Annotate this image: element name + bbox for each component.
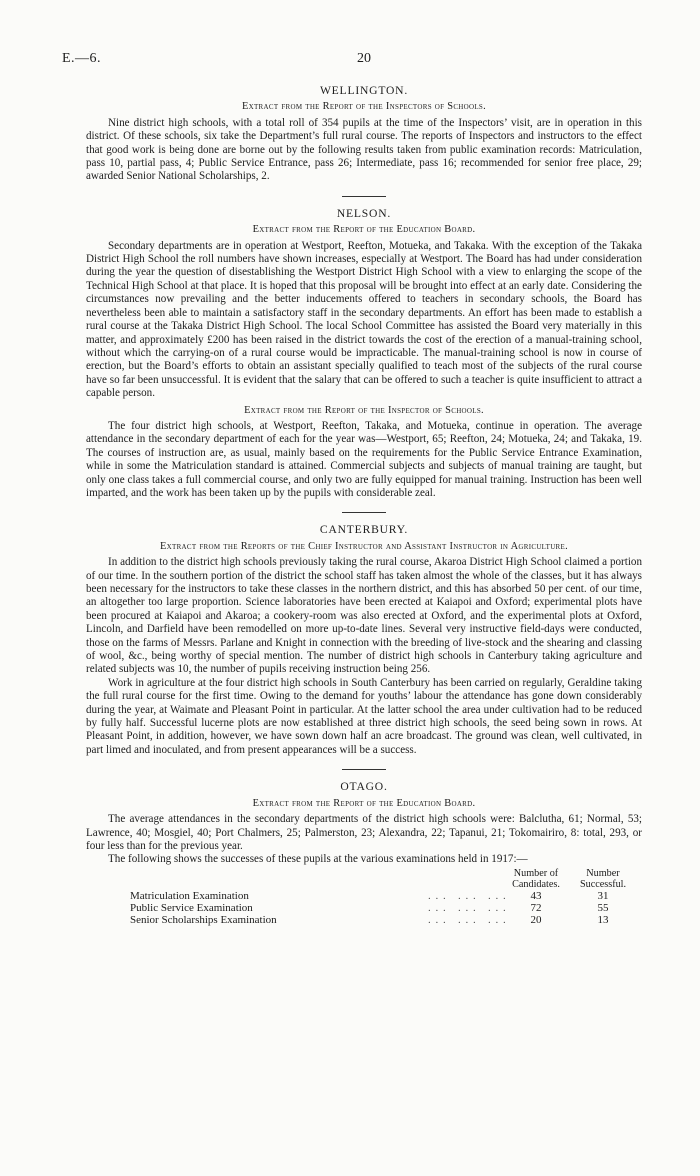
section-title: WELLINGTON. — [319, 84, 409, 97]
paragraph: The average attendances in the secondary departments of the district high schools were: Balclutha, 61; Normal, 53; Lawrence, 40; Mosgiel, 40; Port Chalmers, 25; Palmerston, 23; Alexandra, 22; Tapanui, 21; Tokomairiro, 8: total, 293, or four less than for the previous year. — [86, 813, 642, 852]
table-row — [86, 902, 642, 914]
report-reference: E.—6. — [62, 51, 102, 66]
section-title: NELSON. — [336, 206, 392, 220]
leader-dots: . . . . . . . . . — [428, 914, 507, 927]
table-header-row — [86, 868, 642, 890]
section-title: CANTERBURY. — [319, 523, 409, 537]
extract-title: Extract from the Report of the Education Board. — [252, 224, 476, 236]
extract-title: Extract from the Report of the Education Board. — [252, 797, 476, 809]
leader-dots: . . . . . . . . . — [428, 889, 507, 902]
section-divider — [342, 512, 386, 513]
exam-name: Matriculation Examination — [130, 889, 249, 902]
paragraph: In addition to the district high schools previously taking the rural course, Akaroa District High School claimed a portion of our time. In the southern portion of the district the school staff has taken almost the whole of the classes, but it has always been necessary for the instructors to take these classes in the northern district, and this has absorbed 50 per cent. of our time, an altogether too large proportion. Science laboratories have been erected at Kaiapoi and Oxford; experimental plots have been procured at Kaiapoi and Akaroa; a cookery-room was also erected at Oxford, and the experimental plots at Oxford, Lincoln, and Darfield have been remodelled on more up-to-date lines. Several very instructive field-days were conducted, those on the farms of Messrs. Parlane and Knight in connection with the breeding of live-stock and the shearing and classing of wool, &c., being worthy of special mention. The number of district high schools in Canterbury taking agriculture and related subjects was 10, the number of pupils receiving instruction being 256. — [86, 556, 642, 676]
page-number: 20 — [357, 51, 371, 66]
extract-title: Extract from the Report of the Inspector of Schools. — [244, 404, 484, 416]
section-divider — [342, 769, 386, 770]
successful-count: 55 — [597, 901, 609, 914]
column-header-candidates: Number of Candidates. — [512, 867, 560, 890]
examination-results-table — [86, 868, 642, 927]
paragraph: Nine district high schools, with a total roll of 354 pupils at the time of the Inspectors’ visit, are in operation in this district. Of these schools, six take the Department’s full rural course. The reports of Inspectors and instructors to the effect that good work is being done are borne out by the following results taken from public examination records: Matriculation, pass 10, partial pass, 4; Public Service Entrance, pass 26; Intermediate, pass 16; recommended for senior free place, 29; awarded Senior National Scholarships, 2. — [86, 116, 642, 183]
document-page — [62, 51, 642, 927]
exam-name: Senior Scholarships Examination — [130, 914, 277, 927]
exam-name: Public Service Examination — [130, 901, 253, 914]
leader-dots: . . . . . . . . . — [428, 901, 507, 914]
section-nelson — [86, 207, 642, 501]
page-header — [62, 51, 642, 70]
section-divider — [342, 196, 386, 197]
paragraph: Secondary departments are in operation at Westport, Reefton, Motueka, and Takaka. With the exception of the Takaka District High School the roll numbers have shown increases, especially at Westport. The Board has had under consideration during the year the question of disestablishing the Westport District High School with a view to enlarging the scope of the Technical High School at that place. It is hoped that this proposal will be brought into effect at an early date. Considering the circumstances now prevailing and the better inducements offered to teachers in secondary schools, the Board has nevertheless been able to maintain a satisfactory staff in the secondary departments. An effort has been made to establish a rural course at the Takaka District High School. The local School Committee has assisted the Board very materially in this matter, and approximately £200 has been raised in the district towards the cost of the erection of a manual-training school, without which the carrying-on of a rural course would be impracticable. The manual-training school is now in course of erection, but the Board’s efforts to obtain an assistant specially qualified to teach most of the subjects of the rural course have so far been unsuccessful. It is evident that the salary that can be offered to such a teacher is quite insufficient to attract a capable person. — [86, 239, 642, 400]
paragraph: The four district high schools, at Westport, Reefton, Takaka, and Motueka, continue in operation. The average attendance in the secondary department of each for the year was—Westport, 65; Reefton, 24; Motueka, 24; and Takaka, 19. The courses of instruction are, as usual, mainly based on the requirements for the Public Service Entrance Examination, while in some the Matriculation standard is attained. Commercial subjects and subjects of manual training are taught, but only one class takes a full commercial course, and only two are fully equipped for manual training. Instruction has been well imparted, and the work has been taken up by the pupils with considerable zeal. — [86, 419, 642, 499]
successful-count: 13 — [597, 914, 609, 927]
section-otago — [86, 780, 642, 926]
paragraph: Work in agriculture at the four district high schools in South Canterbury has been carried on regularly, Geraldine taking the full rural course for the first time. Owing to the demand for youths’ labour the attendance has gone down considerably during the year, at Waimate and Pleasant Point in particular. At the latter school the area under cultivation had to be reduced by fully half. Successful lucerne plots are now established at three district high schools, the seed being sown in rows. At Pleasant Point, in addition, however, we have sown down half an acre broadcast. The ground was clean, well cultivated, in part limed and inoculated, and from present appearances will be a success. — [86, 676, 642, 756]
section-canterbury — [86, 523, 642, 757]
column-header-successful: Number Successful. — [579, 867, 627, 890]
candidates-count: 20 — [530, 914, 542, 927]
paragraph: The following shows the successes of these pupils at the various examinations held in 1917:— — [108, 853, 528, 866]
table-row — [86, 914, 642, 926]
candidates-count: 43 — [530, 889, 542, 902]
extract-title: Extract from the Reports of the Chief Instructor and Assistant Instructor in Agriculture. — [160, 540, 568, 552]
extract-title: Extract from the Report of the Inspectors of Schools. — [241, 101, 487, 113]
table-row — [86, 890, 642, 902]
section-title: OTAGO. — [340, 780, 388, 794]
successful-count: 31 — [597, 889, 609, 902]
candidates-count: 72 — [530, 901, 542, 914]
section-wellington — [86, 84, 642, 184]
